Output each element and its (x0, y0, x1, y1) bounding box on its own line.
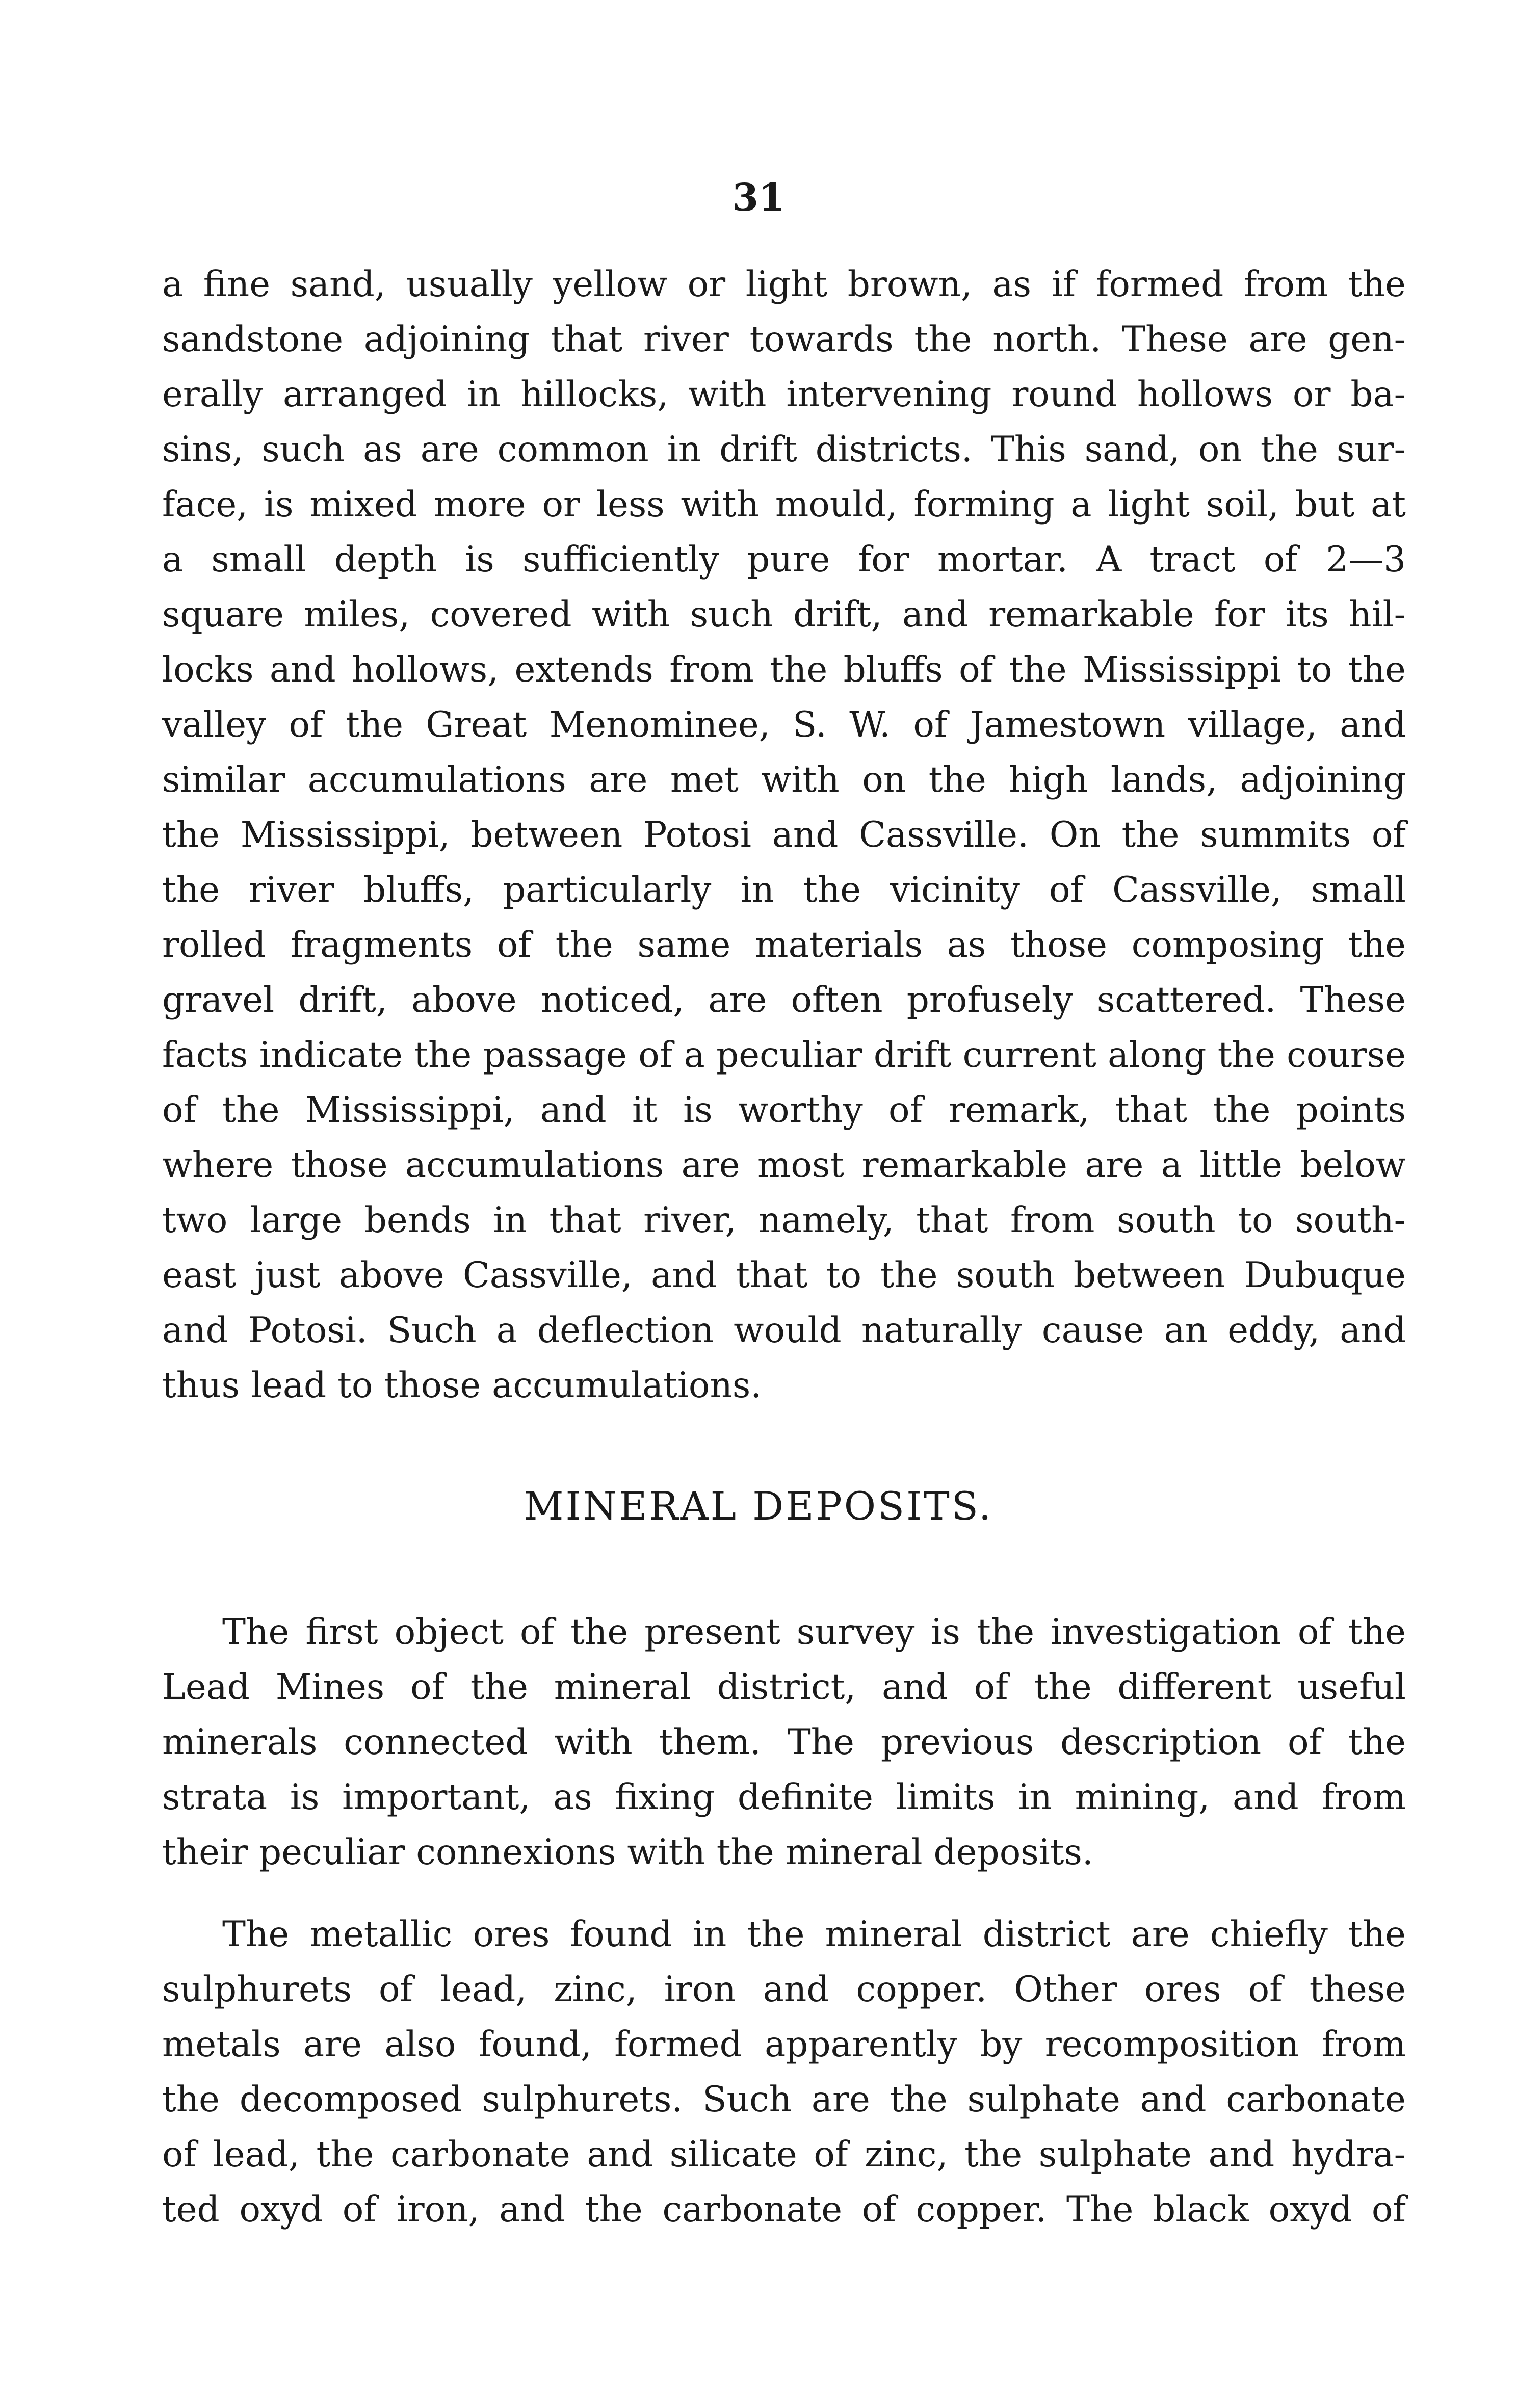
text-line: and Potosi. Such a deflection would naturally cause an eddy, and (162, 1310, 1406, 1351)
text-line: rolled fragments of the same materials as those composing the (162, 925, 1406, 965)
text-line: a fine sand, usually yellow or light brown, as if formed from the (162, 264, 1406, 305)
text-line: The first object of the present survey is the investigation of the (222, 1612, 1406, 1653)
text-line: metals are also found, formed apparently by recomposition from (162, 2024, 1406, 2065)
paragraph-metallic-ores (162, 1907, 1406, 2237)
text-line: sins, such as are common in drift districts. This sand, on the sur- (162, 429, 1406, 470)
text-line: of the Mississippi, and it is worthy of remark, that the points (162, 1090, 1406, 1131)
text-line: similar accumulations are met with on the high lands, adjoining (162, 760, 1406, 800)
text-line: thus lead to those accumulations. (162, 1365, 762, 1406)
text-line: the river bluffs, particularly in the vicinity of Cassville, small (162, 870, 1406, 910)
text-line: sulphurets of lead, zinc, iron and copper. Other ores of these (162, 1969, 1406, 2010)
text-line: The metallic ores found in the mineral district are chiefly the (222, 1914, 1406, 1955)
text-line: gravel drift, above noticed, are often profusely scattered. These (162, 980, 1406, 1020)
text-line: sandstone adjoining that river towards the north. These are gen- (162, 319, 1406, 360)
text-line: erally arranged in hillocks, with intervening round hollows or ba- (162, 374, 1406, 415)
text-line: valley of the Great Menominee, S. W. of Jamestown village, and (162, 704, 1406, 745)
text-line: Lead Mines of the mineral district, and of the different useful (162, 1667, 1406, 1708)
text-line: of lead, the carbonate and silicate of zinc, the sulphate and hydra- (162, 2134, 1406, 2175)
page-number: 31 (732, 176, 785, 220)
text-line: where those accumulations are most remarkable are a little below (162, 1145, 1406, 1186)
text-line: face, is mixed more or less with mould, forming a light soil, but at (162, 484, 1406, 525)
text-line: locks and hollows, extends from the bluffs of the Mississippi to the (162, 649, 1406, 690)
text-line: a small depth is sufficiently pure for mortar. A tract of 2—3 (162, 539, 1406, 580)
section-heading: MINERAL DEPOSITS. (524, 1483, 993, 1529)
paragraph-survey-objective (162, 1605, 1406, 1880)
text-line: square miles, covered with such drift, and remarkable for its hil- (162, 594, 1406, 635)
text-line: ted oxyd of iron, and the carbonate of copper. The black oxyd of (162, 2189, 1406, 2230)
text-line: east just above Cassville, and that to the south between Dubuque (162, 1255, 1406, 1296)
paragraph-drift-deposits (162, 257, 1406, 1413)
text-line: the Mississippi, between Potosi and Cassville. On the summits of (162, 815, 1406, 855)
text-line: strata is important, as fixing definite limits in mining, and from (162, 1777, 1406, 1818)
text-line: their peculiar connexions with the mineral deposits. (162, 1832, 1093, 1873)
text-line: two large bends in that river, namely, that from south to south- (162, 1200, 1406, 1241)
text-line: facts indicate the passage of a peculiar drift current along the course (162, 1035, 1406, 1076)
text-line: the decomposed sulphurets. Such are the sulphate and carbonate (162, 2079, 1406, 2120)
text-line: minerals connected with them. The previous description of the (162, 1722, 1406, 1763)
